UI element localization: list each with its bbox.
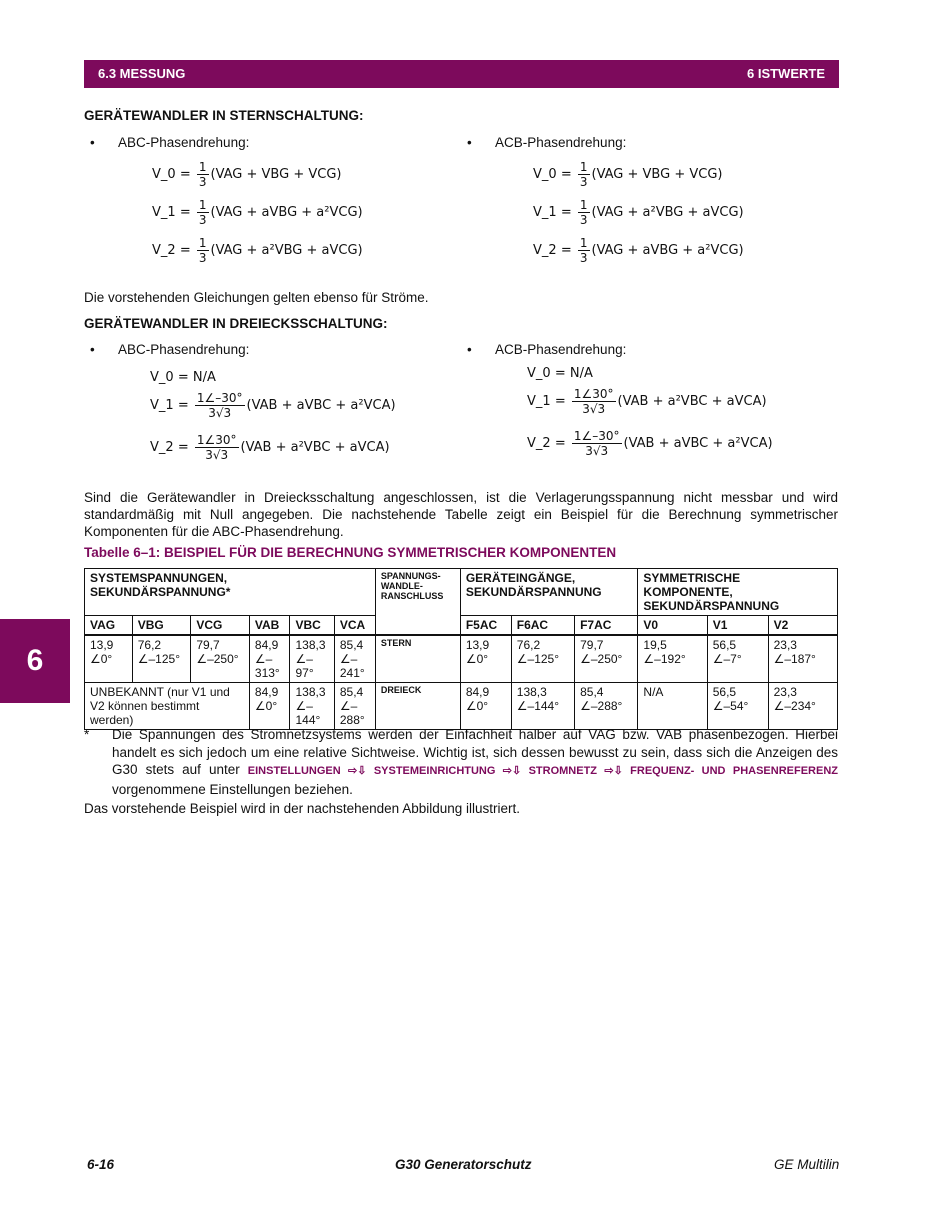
equation-delta-abc-v0: V_0 = N/A [150,370,216,385]
equation-delta-acb-v1: V_1 = $\frac{1\angle 30^\circ}{3√3}$ (VAB + a²VBC + aVCA) [527,387,767,416]
column-header: F5AC [460,616,511,636]
equation-expression: (VAG + VBG + VCG) [210,167,342,182]
column-header: VAG [85,616,133,636]
equation-delta-abc-v2: V_2 = $\frac{1\angle 30^\circ}{3√3}$ (VAB + a²VBC + aVCA) [150,433,390,462]
table-column-header-row [85,616,838,636]
equation-star-acb-v1: V_1 = $\frac{1}{3}$ (VAG + a²VBG + aVCG) [533,198,744,227]
column-header: V2 [768,616,837,636]
equation-star-abc-v0: V_0 = $\frac{1}{3}$ (VAG + VBG + VCG) [152,160,342,189]
table-cell: 84,9 ∠0° [249,683,290,730]
column-header: F7AC [575,616,638,636]
section-title: 6.3 MESSUNG [98,66,186,81]
equation-expression: (VAG + VBG + VCG) [591,167,723,182]
delta-acb-bullet [467,342,627,357]
equation-star-acb-v0: V_0 = $\frac{1}{3}$ (VAG + VBG + VCG) [533,160,723,189]
table-row [85,635,838,683]
acb-label: ACB-Phasendrehung: [495,135,627,150]
bullet-dot: • [90,135,95,150]
header-device-inputs: GERÄTEINGÄNGE, SEKUNDÄRSPANNUNG [460,569,638,616]
column-header: V0 [638,616,707,636]
delta-heading: GERÄTEWANDLER IN DREIECKSSCHALTUNG: [84,316,388,331]
table-cell: 19,5 ∠–192° [638,635,707,683]
equation-expression: (VAB + aVBC + a²VCA) [623,436,773,451]
equation-expression: (VAB + a²VBC + aVCA) [240,440,390,455]
table-row [85,683,838,730]
equation-expression: (VAG + a²VBG + aVCG) [591,205,744,220]
table-cell-connection: STERN [375,635,460,683]
table-cell: 23,3 ∠–187° [768,635,837,683]
table-cell: N/A [638,683,707,730]
table-cell: 23,3 ∠–234° [768,683,837,730]
table-cell: 79,7 ∠–250° [191,635,250,683]
table-cell-connection: DREIECK [375,683,460,730]
table-cell: 13,9 ∠0° [85,635,133,683]
publisher: GE Multilin [774,1157,840,1172]
table-cell: 85,4 ∠–241° [334,635,375,683]
table-cell: 84,9 ∠–313° [249,635,290,683]
abc-label: ABC-Phasendrehung: [118,135,250,150]
chapter-tab: 6 [0,619,70,703]
abc-label: ABC-Phasendrehung: [118,342,250,357]
bullet-dot: • [467,342,472,357]
body-paragraph: Sind die Gerätewandler in Dreiecksschaltung angeschlossen, ist die Verlagerungsspannung nicht messbar und wird standardmäßig mit Null angegeben. Die nachstehende Tabelle zeigt ein Beispiel für die Berechnung symmetrischer Komponenten für die ABC-Phasendrehung. [84,490,838,539]
footnote-text: Die Spannungen des Stromnetzsystems werden der Einfachheit halber auf VAG bzw. VAB phasenbezogen. Hierbei handelt es sich jedoch um eine relative Sichtweise. Wichtig ist, sich dessen bewusst zu sein, dass sich die Anzeigen des G30 stets auf unter EINSTELLUNGEN ⇨⇩ SYSTEMEINRICHTUNG ⇨⇩ STROMNETZ ⇨⇩ FREQUENZ- UND PHASENREFERENZ vorgenommene Einstellungen beziehen. [112,727,838,797]
table-cell: 79,7 ∠–250° [575,635,638,683]
star-heading: GERÄTEWANDLER IN STERNSCHALTUNG: [84,108,364,123]
column-header: VCA [334,616,375,636]
currents-note: Die vorstehenden Gleichungen gelten ebenso für Ströme. [84,290,429,305]
equation-delta-abc-v1: V_1 = $\frac{1\angle-30^\circ}{3√3}$ (VAB + aVBC + a²VCA) [150,391,396,420]
equation-delta-acb-v2: V_2 = $\frac{1\angle-30^\circ}{3√3}$ (VAB + aVBC + a²VCA) [527,429,773,458]
section-header-bar [84,60,839,88]
equation-star-abc-v1: V_1 = $\frac{1}{3}$ (VAG + aVBG + a²VCG) [152,198,363,227]
table-group-header-row [85,569,838,616]
table-cell: 138,3 ∠–97° [290,635,334,683]
column-header: VBG [132,616,191,636]
header-symmetrical-components: SYMMETRISCHE KOMPONENTE, SEKUNDÄRSPANNUNG [638,569,838,616]
delta-abc-bullet [90,342,250,357]
page-number: 6-16 [87,1157,115,1172]
closing-sentence: Das vorstehende Beispiel wird in der nachstehenden Abbildung illustriert. [84,801,521,816]
column-header: F6AC [511,616,574,636]
table-cell: 138,3 ∠–144° [511,683,574,730]
bullet-dot: • [90,342,95,357]
column-header: VAB [249,616,290,636]
table-cell: 138,3 ∠–144° [290,683,334,730]
acb-label: ACB-Phasendrehung: [495,342,627,357]
column-header: VBC [290,616,334,636]
column-header: VCG [191,616,250,636]
equation-star-abc-v2: V_2 = $\frac{1}{3}$ (VAG + a²VBG + aVCG) [152,236,363,265]
table-cell-unknown: UNBEKANNT (nur V1 und V2 können bestimmt werden) [85,683,250,730]
symmetrical-components-table [84,568,838,730]
header-system-voltages: SYSTEMSPANNUNGEN, SEKUNDÄRSPANNUNG* [85,569,376,616]
settings-path: EINSTELLUNGEN ⇨⇩ SYSTEMEINRICHTUNG ⇨⇩ STROMNETZ ⇨⇩ FREQUENZ- UND PHASENREFERENZ [247,765,838,777]
star-acb-bullet [467,135,627,150]
equation-expression: (VAB + aVBC + a²VCA) [246,398,396,413]
table-cell: 84,9 ∠0° [460,683,511,730]
equation-star-acb-v2: V_2 = $\frac{1}{3}$ (VAG + aVBG + a²VCG) [533,236,744,265]
table-cell: 13,9 ∠0° [460,635,511,683]
equation-expression: (VAG + a²VBG + aVCG) [210,243,363,258]
table-caption: Tabelle 6–1: BEISPIEL FÜR DIE BERECHNUNG SYMMETRISCHER KOMPONENTEN [84,545,617,560]
table-cell: 56,5 ∠–7° [707,635,768,683]
table-cell: 76,2 ∠–125° [511,635,574,683]
equation-expression: (VAG + aVBG + a²VCG) [591,243,744,258]
table-cell: 76,2 ∠–125° [132,635,191,683]
equation-delta-acb-v0: V_0 = N/A [527,366,593,381]
document-title: G30 Generatorschutz [395,1157,532,1172]
table-cell: 56,5 ∠–54° [707,683,768,730]
table-cell: 85,4 ∠–288° [575,683,638,730]
bullet-dot: • [467,135,472,150]
table-cell: 85,4 ∠–288° [334,683,375,730]
column-header: V1 [707,616,768,636]
equation-expression: (VAB + a²VBC + aVCA) [617,394,767,409]
chapter-title: 6 ISTWERTE [746,66,825,81]
header-connection: SPANNUNGS-WANDLE-RANSCHLUSS [375,569,460,636]
footnote-marker: * [84,727,90,742]
star-abc-bullet [90,135,250,150]
equation-expression: (VAG + aVBG + a²VCG) [210,205,363,220]
